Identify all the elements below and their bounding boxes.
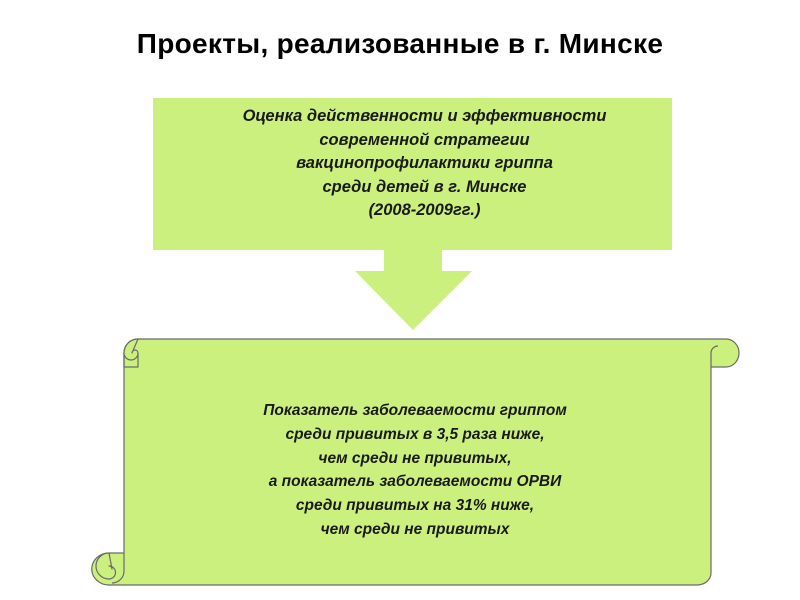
result-line-3: чем среди не привитых, (318, 449, 512, 467)
project-line-3: вакцинопрофилактики гриппа (296, 154, 553, 172)
result-line-4: а показатель заболеваемости ОРВИ (268, 473, 562, 491)
result-line-5: среди привитых на 31% ниже, (295, 497, 535, 515)
result-text (130, 399, 700, 542)
slide-title: Проекты, реализованные в г. Минске (136, 28, 664, 59)
result-line-1: Показатель заболеваемости гриппом (263, 402, 567, 419)
result-line-2: среди привитых в 3,5 раза ниже, (285, 425, 545, 443)
project-line-1: Оценка действенности и эффективности (242, 107, 607, 125)
result-line-6: чем среди не привитых (320, 520, 510, 538)
project-line-5: (2008-2009гг.) (368, 201, 481, 219)
project-line-2: современной стратегии (319, 130, 530, 149)
project-line-4: среди детей в г. Минске (322, 177, 527, 196)
